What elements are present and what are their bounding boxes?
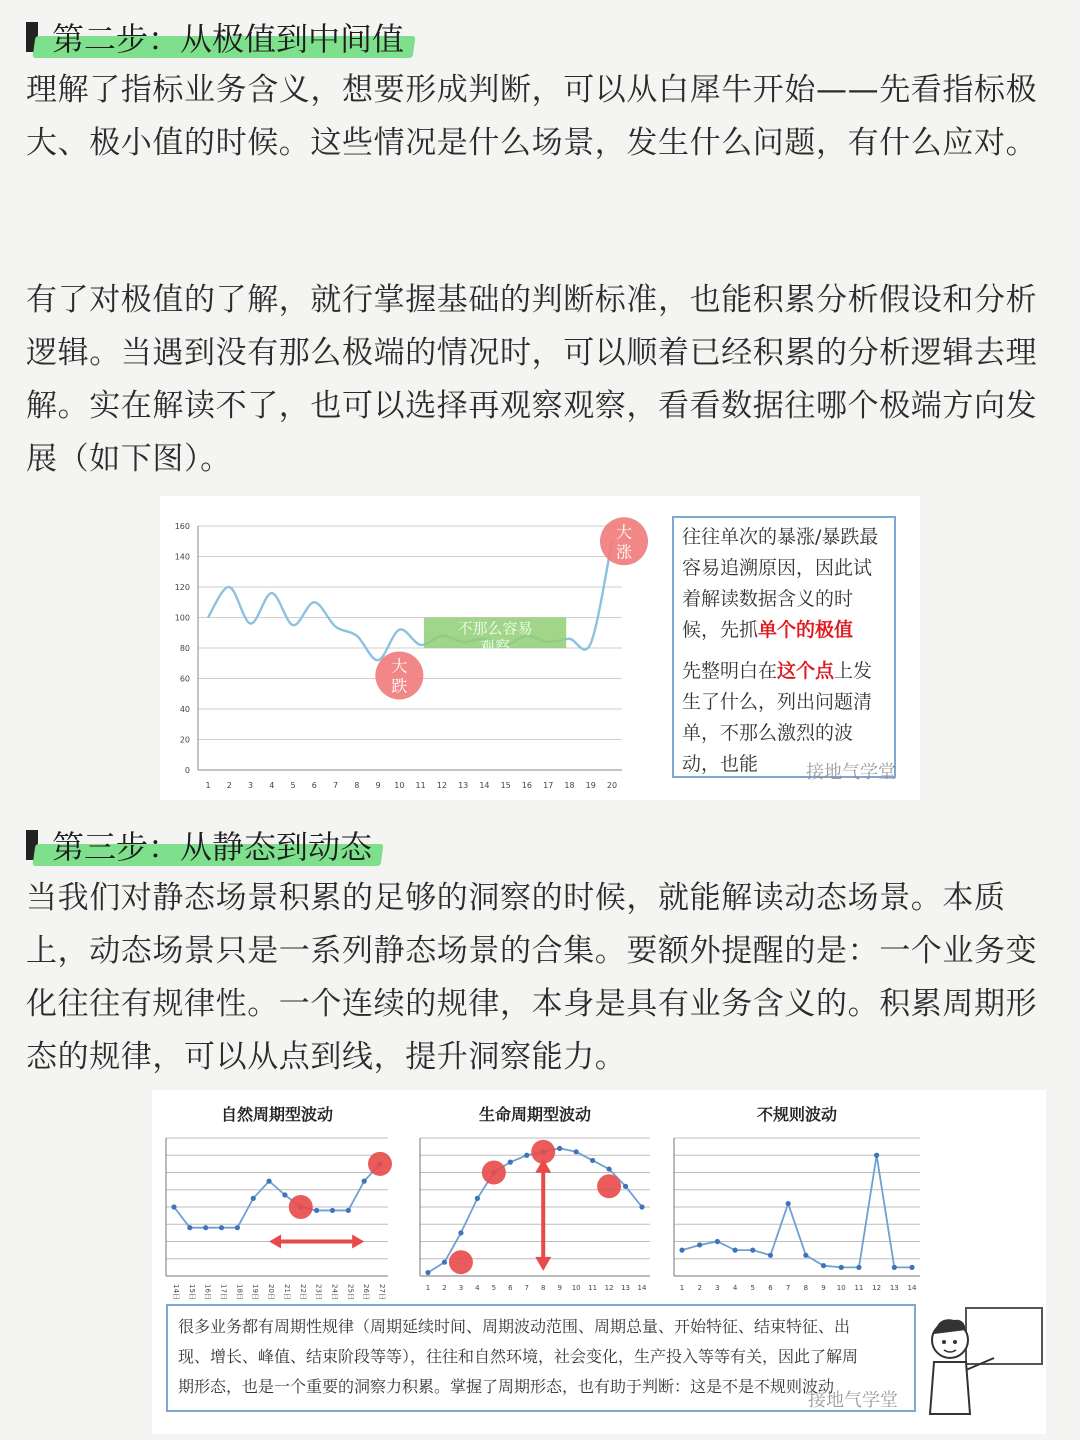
- data-point: [623, 1184, 628, 1189]
- x-tick-label: 6: [508, 1284, 513, 1292]
- data-point: [732, 1248, 737, 1253]
- middle-region-label: 不那么容易: [457, 619, 533, 638]
- y-tick-label: 40: [179, 705, 190, 714]
- data-point: [442, 1260, 447, 1265]
- x-tick-label: 6: [311, 781, 317, 790]
- rise-label: 大: [615, 522, 633, 542]
- x-tick-label: 24日: [330, 1284, 339, 1300]
- data-point: [909, 1265, 914, 1270]
- x-tick-label: 15日: [187, 1284, 196, 1300]
- small-chart-1: [166, 1105, 392, 1300]
- arrow-head-left: [269, 1235, 281, 1249]
- data-point: [524, 1153, 529, 1158]
- drop-label: 大: [391, 656, 408, 676]
- x-tick-label: 17: [543, 781, 554, 790]
- data-point: [346, 1208, 351, 1213]
- data-point: [508, 1160, 513, 1165]
- x-tick-label: 3: [247, 781, 254, 790]
- data-point: [715, 1239, 720, 1244]
- highlight-marker: [368, 1152, 392, 1176]
- section2-heading: [26, 14, 404, 60]
- figure1-card: [160, 496, 920, 800]
- x-tick-label: 7: [524, 1284, 530, 1292]
- data-point: [266, 1179, 271, 1184]
- x-tick-label: 12: [872, 1284, 882, 1292]
- x-tick-label: 4: [732, 1284, 738, 1292]
- x-tick-label: 23日: [314, 1284, 323, 1300]
- data-point: [557, 1146, 562, 1151]
- x-tick-label: 16: [521, 781, 533, 790]
- data-point: [697, 1242, 702, 1247]
- data-point: [282, 1192, 287, 1197]
- section2-heading-text: 第二步：从极值到中间值: [52, 20, 405, 58]
- arrow-head-right: [352, 1235, 364, 1249]
- middle-region-label: 观察: [480, 637, 511, 656]
- x-tick-label: 18: [564, 781, 575, 790]
- arrow-head-down: [535, 1257, 551, 1271]
- data-point: [821, 1263, 826, 1268]
- drop-label: 跌: [391, 676, 408, 696]
- data-point: [606, 1166, 611, 1171]
- x-tick-label: 9: [375, 781, 381, 790]
- section2-paragraph-1: 理解了指标业务含义，想要形成判断，可以从白犀牛开始——先看指标极大、极小值的时候。这些情况是什么场景，发生什么问题，有什么应对。: [26, 72, 1038, 161]
- data-point: [362, 1179, 367, 1184]
- y-tick-label: 140: [174, 552, 190, 562]
- x-tick-label: 5: [750, 1284, 756, 1292]
- x-tick-label: 8: [540, 1284, 546, 1292]
- data-point: [251, 1196, 256, 1201]
- x-tick-label: 9: [821, 1284, 826, 1292]
- x-tick-label: 1: [679, 1284, 685, 1292]
- x-tick-label: 9: [557, 1284, 562, 1292]
- section3-heading-text: 第三步：从静态到动态: [52, 828, 373, 866]
- x-tick-label: 20日: [267, 1284, 276, 1300]
- series-line: [174, 1164, 380, 1228]
- x-tick-label: 14日: [172, 1284, 180, 1300]
- y-tick-label: 0: [184, 766, 190, 775]
- figure1-note: [672, 516, 896, 778]
- section2-paragraph-2: 有了对极值的了解，就行掌握基础的判断标准，也能积累分析假设和分析逻辑。当遇到没有那么极端的情况时，可以顺着已经积累的分析逻辑去理解。实在解读不了，也可以选择再观察观察，看看数据往哪个极端方向发展（如下图）。: [26, 282, 1038, 477]
- data-point: [839, 1265, 844, 1270]
- note-highlight-this-point: 这个点: [777, 660, 835, 682]
- data-point: [639, 1204, 644, 1209]
- x-tick-label: 4: [269, 781, 275, 790]
- x-tick-label: 15: [500, 781, 511, 790]
- y-tick-label: 160: [174, 522, 190, 531]
- x-tick-label: 10: [836, 1284, 846, 1292]
- x-tick-label: 12: [436, 781, 447, 790]
- x-tick-label: 3: [715, 1284, 720, 1292]
- x-tick-label: 14: [637, 1284, 647, 1292]
- x-tick-label: 26日: [362, 1284, 371, 1300]
- y-tick-label: 20: [179, 735, 190, 745]
- x-tick-label: 12: [604, 1284, 614, 1292]
- x-tick-label: 5: [491, 1284, 497, 1292]
- data-point: [475, 1196, 480, 1201]
- x-tick-label: 16日: [203, 1284, 212, 1300]
- figure2-watermark: 接地气学堂: [808, 1390, 898, 1411]
- data-point: [874, 1153, 879, 1158]
- x-tick-label: 3: [458, 1284, 464, 1292]
- small-chart-2: [420, 1105, 650, 1292]
- small-chart-title: 自然周期型波动: [220, 1105, 334, 1124]
- x-tick-label: 7: [785, 1284, 791, 1292]
- x-tick-label: 22日: [298, 1284, 307, 1300]
- x-tick-label: 14: [479, 781, 490, 790]
- data-point: [590, 1158, 595, 1163]
- data-point: [574, 1149, 579, 1154]
- figure2-charts: [152, 1090, 1046, 1300]
- x-tick-label: 13: [458, 781, 469, 790]
- section3-heading: [26, 822, 372, 868]
- highlight-marker: [289, 1195, 313, 1219]
- note-highlight-single-extreme: 单个的极值: [758, 619, 854, 641]
- y-tick-label: 100: [174, 613, 190, 623]
- x-tick-label: 2: [697, 1284, 702, 1292]
- x-tick-label: 4: [475, 1284, 480, 1292]
- highlight-marker: [482, 1161, 506, 1185]
- x-tick-label: 17日: [219, 1284, 228, 1300]
- section3-paragraph: 当我们对静态场景积累的足够的洞察的时候，就能解读动态场景。本质上，动态场景只是一系列静态场景的合集。要额外提醒的是：一个业务变化往往有规律性。一个连续的规律，本身是具有业务含义的。积累周期形态的规律，可以从点到线，提升洞察能力。: [26, 880, 1038, 1075]
- data-point: [679, 1248, 684, 1253]
- y-tick-label: 60: [179, 674, 190, 684]
- x-tick-label: 1: [205, 781, 211, 790]
- x-tick-label: 18日: [235, 1284, 244, 1300]
- x-tick-label: 19: [585, 781, 596, 790]
- figure1-watermark: 接地气学堂: [806, 762, 896, 783]
- data-point: [786, 1201, 791, 1206]
- data-point: [750, 1248, 755, 1253]
- data-point: [330, 1208, 335, 1213]
- x-tick-label: 10: [571, 1284, 581, 1292]
- rise-label: 涨: [615, 542, 633, 562]
- small-chart-title: 不规则波动: [756, 1105, 838, 1124]
- y-tick-label: 80: [179, 644, 190, 653]
- data-point: [768, 1253, 773, 1258]
- data-point: [892, 1265, 897, 1270]
- x-tick-label: 10: [394, 781, 405, 790]
- data-point: [219, 1225, 224, 1230]
- data-point: [425, 1270, 430, 1275]
- x-tick-label: 19日: [251, 1284, 260, 1300]
- teacher-illustration: [924, 1294, 1046, 1424]
- highlight-marker: [449, 1250, 473, 1274]
- y-tick-label: 120: [174, 583, 190, 592]
- x-tick-label: 13: [889, 1284, 899, 1292]
- data-point: [235, 1225, 240, 1230]
- highlight-marker: [597, 1174, 621, 1198]
- small-chart-3: [674, 1105, 920, 1292]
- data-point: [314, 1208, 319, 1213]
- x-tick-label: 11: [588, 1284, 598, 1292]
- x-tick-label: 7: [333, 781, 339, 790]
- x-tick-label: 5: [290, 781, 296, 790]
- x-tick-label: 8: [354, 781, 360, 790]
- data-point: [187, 1225, 192, 1230]
- x-tick-label: 2: [226, 781, 232, 790]
- x-tick-label: 25日: [346, 1284, 355, 1300]
- note-paragraph-1: 往往单次的暴涨/暴跌最容易追溯原因，因此试着解读数据含义的时候，先抓单个的极值: [682, 526, 879, 641]
- figure2-note: 很多业务都有周期性规律（周期延续时间、周期波动范围、周期总量、开始特征、结束特征、出 现、增长、峰值、结束阶段等等），往往和自然环境，社会变化，生产投入等等有关，因此了解周 期形态，也是一个重要的洞察力积累。掌握了周期形态，也有助于判断：这是不是不规则波动: [166, 1304, 916, 1412]
- small-chart-title: 生命周期型波动: [478, 1105, 592, 1124]
- note-paragraph-2: 先整明白在这个点上发生了什么，列出问题清单，不那么激烈的波动，也能: [682, 660, 873, 775]
- data-point: [856, 1265, 861, 1270]
- x-tick-label: 11: [415, 781, 426, 790]
- data-point: [803, 1253, 808, 1258]
- x-tick-label: 20: [606, 781, 618, 790]
- data-point: [458, 1230, 463, 1235]
- x-tick-label: 21日: [282, 1284, 291, 1300]
- figure2-card: [152, 1090, 1046, 1434]
- x-tick-label: 1: [425, 1284, 431, 1292]
- x-tick-label: 27日: [378, 1284, 386, 1300]
- x-tick-label: 13: [621, 1284, 630, 1292]
- data-point: [171, 1204, 176, 1209]
- x-tick-label: 8: [803, 1284, 809, 1292]
- data-point: [203, 1225, 208, 1230]
- x-tick-label: 11: [854, 1284, 864, 1292]
- x-tick-label: 2: [442, 1284, 447, 1292]
- x-tick-label: 14: [907, 1284, 917, 1292]
- x-tick-label: 6: [768, 1284, 773, 1292]
